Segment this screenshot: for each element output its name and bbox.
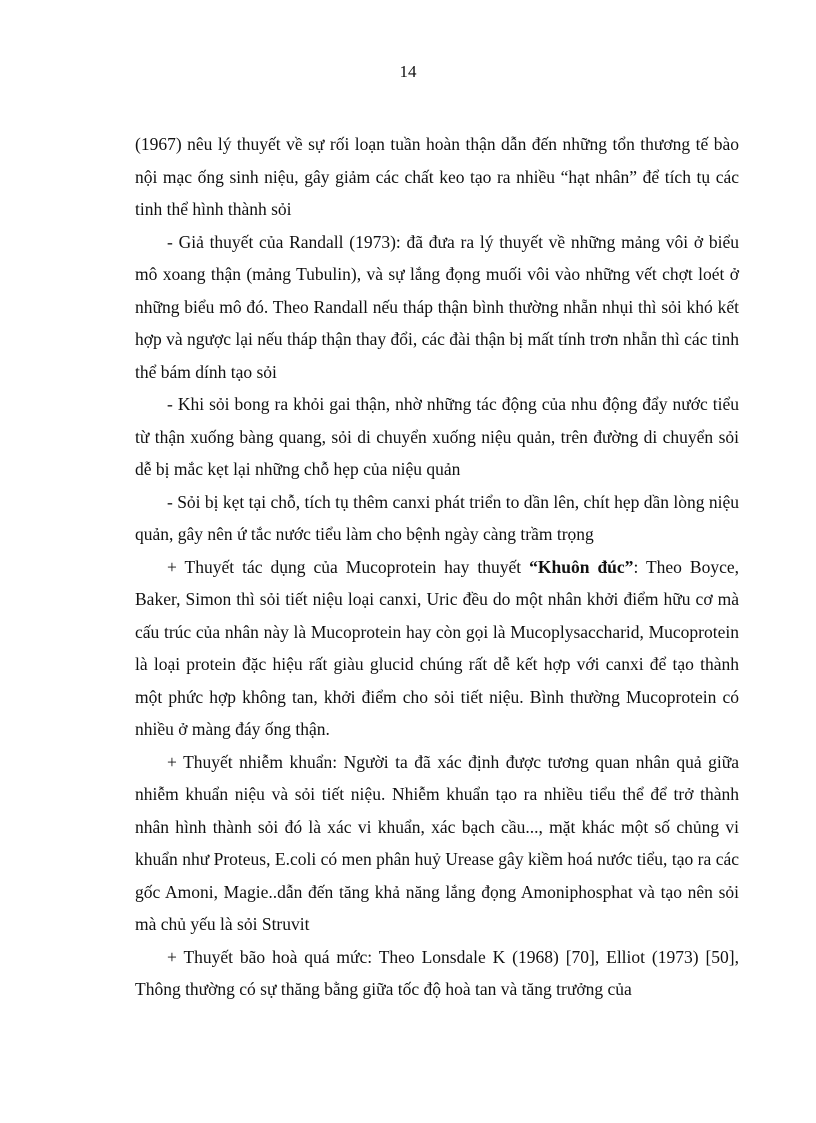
paragraph-stone-migration: - Khi sỏi bong ra khỏi gai thận, nhờ những tác động của nhu động đẩy nước tiểu từ thận xuống bàng quang, sỏi di chuyển xuống niệu quản, trên đường di chuyển sỏi dễ bị mắc kẹt lại những chỗ hẹp của niệu quản <box>135 394 739 479</box>
body-text <box>135 128 739 1006</box>
mucoprotein-text-start: + Thuyết tác dụng của Mucoprotein hay thuyết <box>167 556 530 577</box>
page-number: 14 <box>399 62 417 81</box>
mold-theory-term: “Khuôn đúc” <box>529 556 634 577</box>
paragraph-mucoprotein-theory <box>135 551 739 746</box>
paragraph-stone-obstruction: - Sỏi bị kẹt tại chỗ, tích tụ thêm canxi phát triển to dần lên, chít hẹp dần lòng niệu quản, gây nên ứ tắc nước tiểu làm cho bệnh ngày càng trầm trọng <box>135 491 740 544</box>
paragraph-randall-hypothesis: - Giả thuyết của Randall (1973): đã đưa ra lý thuyết về những mảng vôi ở biểu mô xoang thận (mảng Tubulin), và sự lắng đọng muối vôi vào những vết chợt loét ở những biểu mô đó. Theo Randall nếu tháp thận bình thường nhẵn nhụi thì sỏi khó kết hợp và ngược lại nếu tháp thận thay đổi, các đài thận bị mất tính trơn nhẵn thì các tinh thể bám dính tạo sỏi <box>135 231 739 382</box>
paragraph-infection-theory: + Thuyết nhiễm khuẩn: Người ta đã xác định được tương quan nhân quả giữa nhiễm khuẩn niệu và sỏi tiết niệu. Nhiễm khuẩn tạo ra nhiều tiểu thể để trở thành nhân hình thành sỏi đó là xác vi khuẩn, xác bạch cầu..., mặt khác một số chủng vi khuẩn như Proteus, E.coli có men phân huỷ Urease gây kiềm hoá nước tiểu, tạo ra các gốc Amoni, Magie..dẫn đến tăng khả năng lắng đọng Amoniphosphat và tạo nên sỏi mà chủ yếu là sỏi Struvit <box>135 751 739 934</box>
mucoprotein-text-end: : Theo Boyce, Baker, Simon thì sỏi tiết niệu loại canxi, Uric đều do một nhân khởi điểm hữu cơ mà cấu trúc của nhân này là Mucoprotein hay còn gọi là Mucoplysaccharid, Mucoprotein là loại protein đặc hiệu rất giàu glucid chúng rất dễ kết hợp với canxi để tạo thành một phức hợp không tan, khởi điểm cho sỏi tiết niệu. Bình thường Mucoprotein có nhiều ở màng đáy ống thận. <box>135 556 740 739</box>
paragraph-circulation-theory: (1967) nêu lý thuyết về sự rối loạn tuần hoàn thận dẫn đến những tổn thương tế bào nội mạc ống sinh niệu, gây giảm các chất keo tạo ra nhiều “hạt nhân” để tích tụ các tinh thể hình thành sỏi <box>135 134 739 219</box>
paragraph-supersaturation-theory: + Thuyết bão hoà quá mức: Theo Lonsdale K (1968) [70], Elliot (1973) [50], Thông thường có sự thăng bằng giữa tốc độ hoà tan và tăng trưởng của <box>135 946 739 999</box>
